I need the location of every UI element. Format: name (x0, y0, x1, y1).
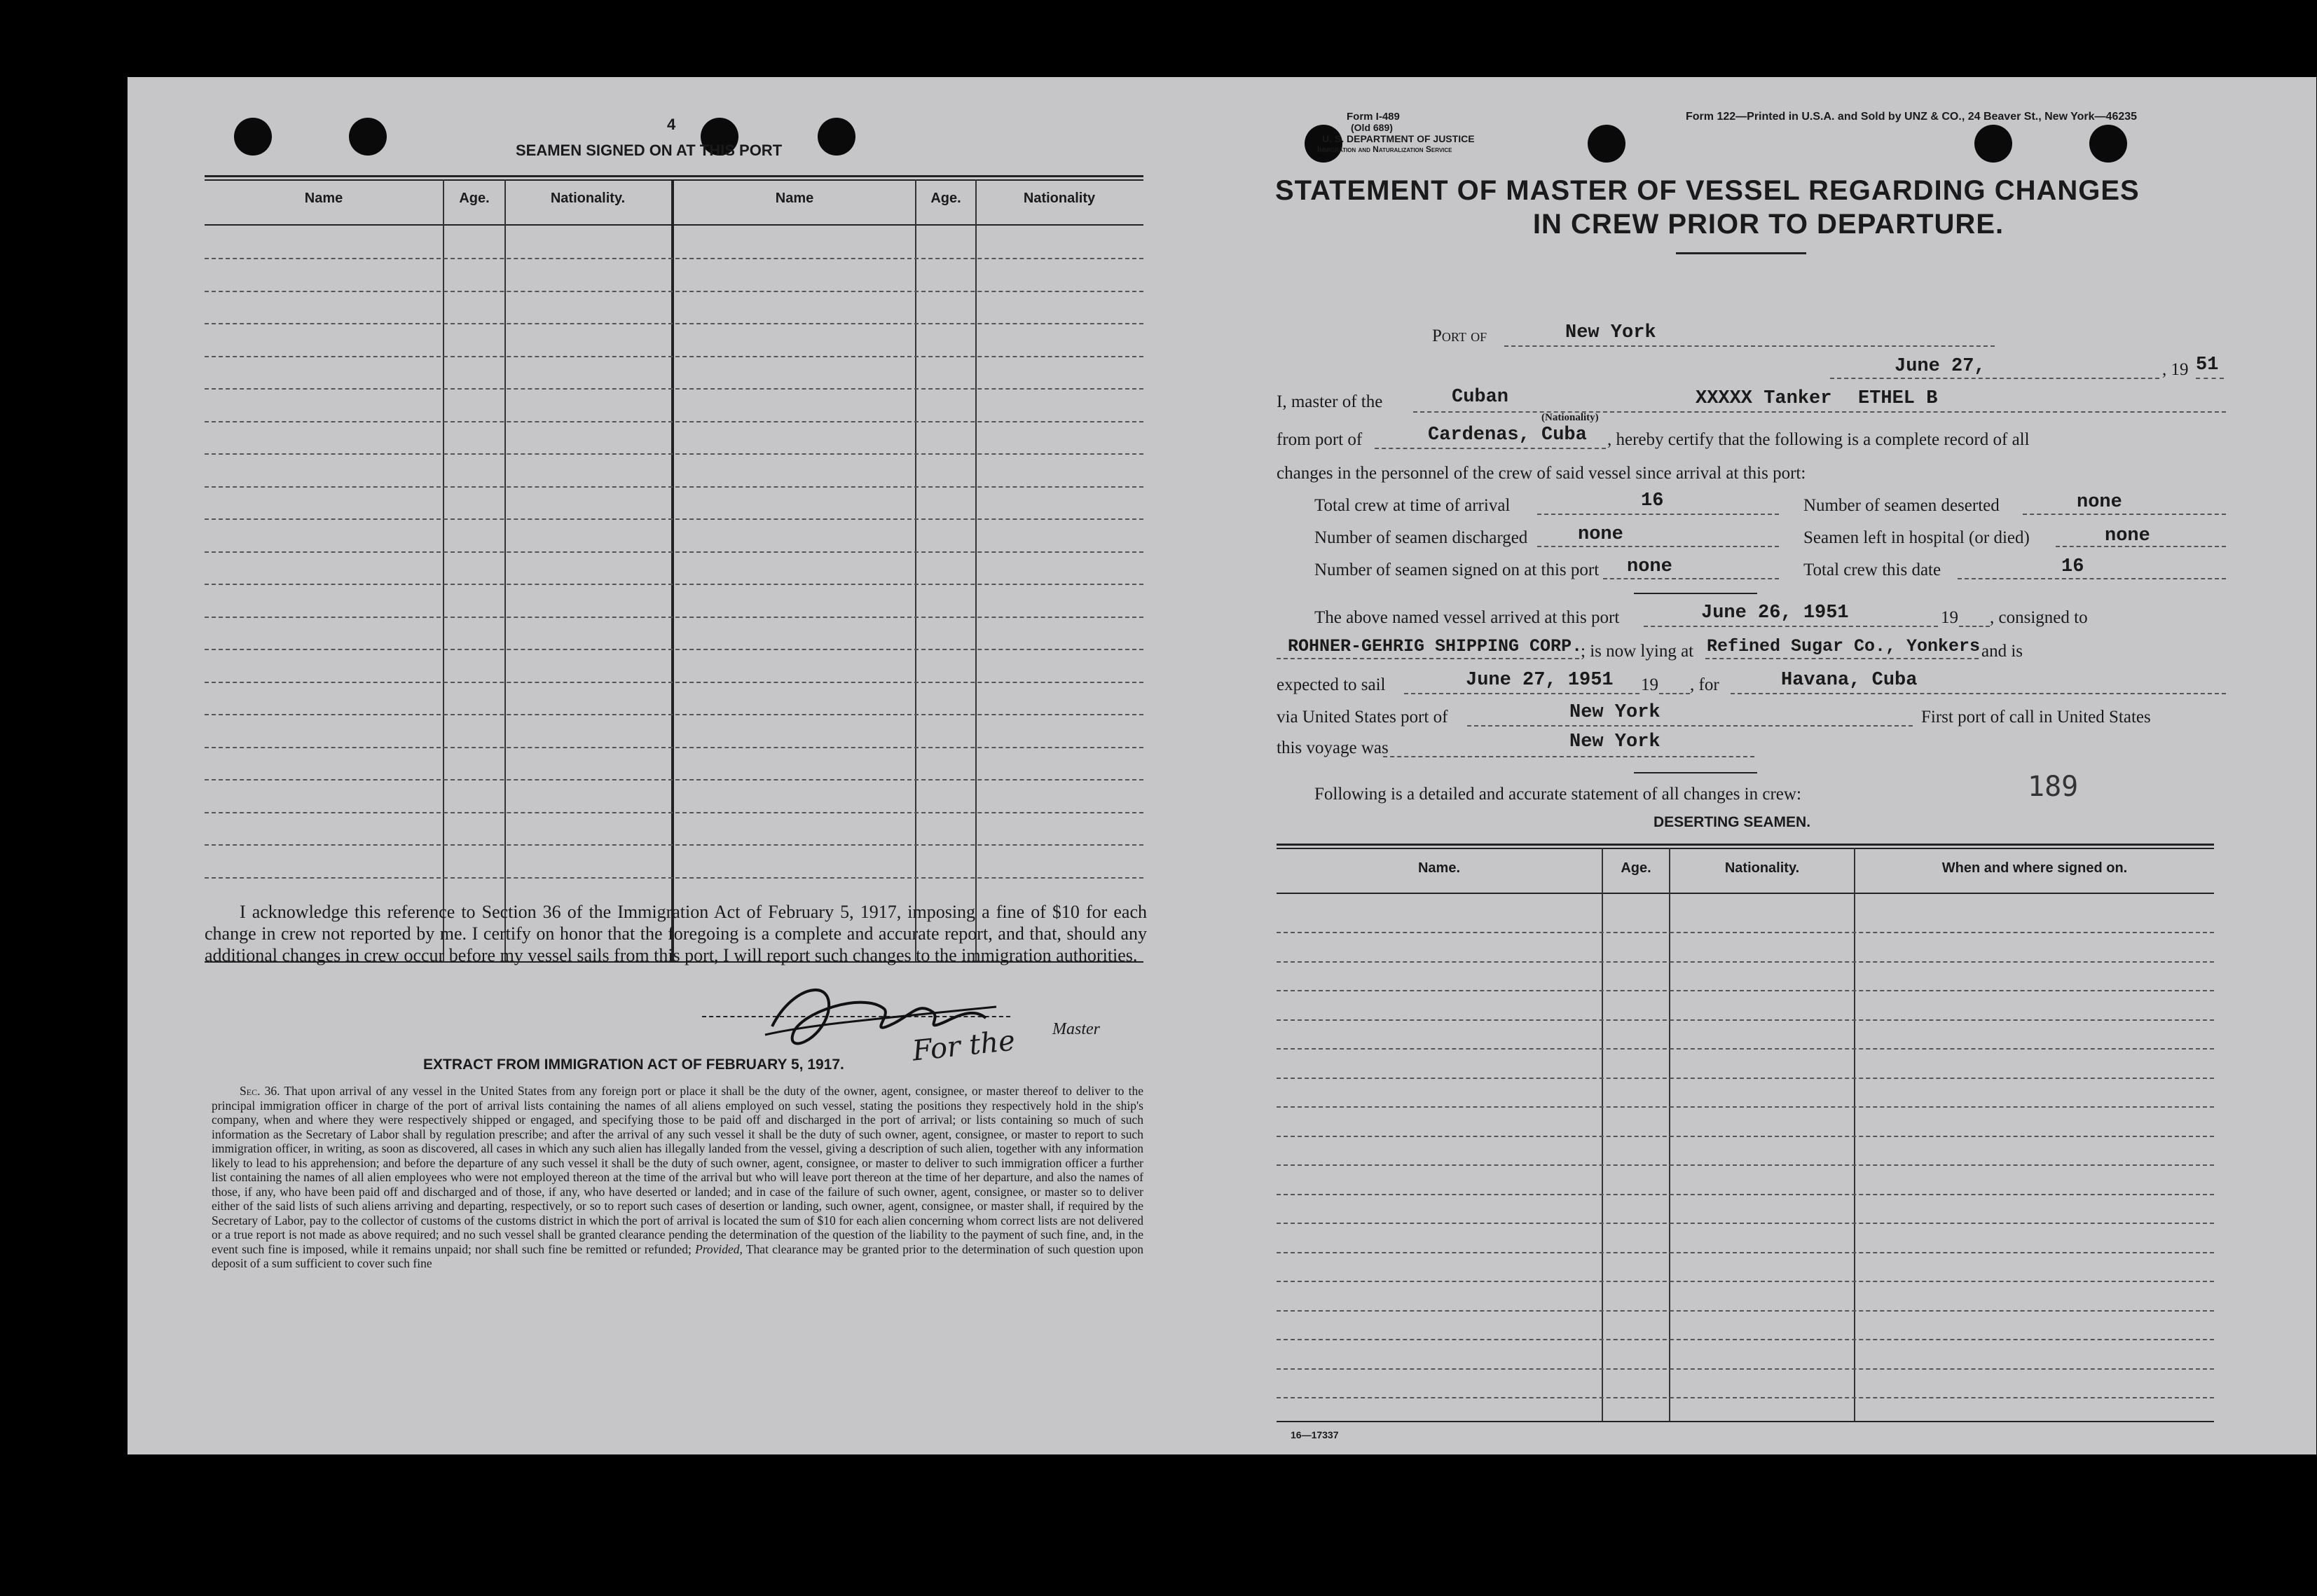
table-row (1277, 1339, 2214, 1340)
table-row (205, 617, 1143, 618)
consignee-value: ROHNER-GEHRIG SHIPPING CORP. (1288, 636, 1583, 656)
table-row (1277, 1368, 2214, 1370)
table-row (1277, 1106, 2214, 1108)
year-prefix: , 19 (2162, 360, 2189, 379)
table-row (205, 714, 1143, 715)
deserting-table-top (1277, 844, 2214, 846)
table-row (205, 649, 1143, 650)
column-divider (1602, 848, 1603, 1421)
col-header-nationality-2: Nationality (1023, 191, 1096, 206)
table-row (1277, 961, 2214, 963)
column-divider (1854, 848, 1855, 1421)
deserted-fill (2023, 513, 2226, 515)
deserting-table-bottom (1277, 1421, 2214, 1422)
hospital-label: Seamen left in hospital (or died) (1803, 528, 2030, 547)
discharged-fill (1537, 545, 1779, 547)
table-row (205, 584, 1143, 585)
total-crew-arrival-label: Total crew at time of arrival (1314, 496, 1511, 515)
expected-fill (1404, 692, 1639, 694)
arrived-year-label: 19 (1941, 608, 1958, 627)
from-port-value: Cardenas, Cuba (1428, 425, 1587, 446)
nationality-value: Cuban (1452, 387, 1509, 408)
total-crew-date-value: 16 (2061, 556, 2084, 577)
extract-section: Sec. 36. (240, 1084, 280, 1098)
this-voyage-label: this voyage was (1277, 738, 1389, 757)
signed-on-fill (1603, 577, 1779, 579)
deserting-col-age: Age. (1621, 860, 1651, 876)
document-sheet (128, 77, 2316, 1454)
master-label: Master (1052, 1020, 1100, 1038)
table-row (205, 421, 1143, 422)
year-suffix: 51 (2196, 355, 2219, 376)
punch-hole (349, 118, 387, 156)
table-row (205, 388, 1143, 390)
table-row (205, 356, 1143, 357)
table-row (1277, 1048, 2214, 1050)
table-row (1277, 1136, 2214, 1137)
col-header-age: Age. (459, 191, 490, 206)
table-row (205, 844, 1143, 846)
table-row (1277, 1281, 2214, 1282)
consigned-label: , consigned to (1990, 608, 2088, 627)
table-row (205, 453, 1143, 455)
right-page (1221, 77, 2316, 1454)
page-number: 4 (667, 116, 676, 133)
stats-rule (1634, 593, 1757, 594)
deserted-value: none (2077, 492, 2122, 513)
signed-on-value: none (1627, 556, 1672, 577)
total-crew-arrival-fill (1537, 513, 1779, 515)
year-prefix-text: 19 (2171, 360, 2189, 379)
first-port-label: First port of call in United States (1921, 708, 2151, 727)
table-top-rule (205, 175, 1143, 177)
total-crew-arrival-value: 16 (1641, 490, 1664, 511)
for-fill (1731, 692, 2226, 694)
title-underline (1676, 252, 1806, 254)
first-port-value: New York (1569, 731, 1661, 752)
acknowledgement-text: I acknowledge this reference to Section 36 of the Immigration Act of February 5, 1917, imposing a fine of $10 for each change in crew not reported by me. I certify on honor that the foregoing is a complete and accurate report, and that, should any additional changes in crew occur before my vessel sails from this port, I will report such changes to the immigration authorities. (205, 902, 1147, 965)
table-row (1277, 1310, 2214, 1312)
lying-label: ; is now lying at (1581, 642, 1694, 661)
department: U. S. DEPARTMENT OF JUSTICE (1322, 133, 1475, 144)
column-divider (1669, 848, 1670, 1421)
for-label: , for (1690, 675, 1719, 694)
lying-fill (1705, 657, 1979, 659)
punch-hole (818, 118, 855, 156)
deserting-table-top (1277, 848, 2214, 849)
deserted-label: Number of seamen deserted (1803, 496, 2000, 515)
date-fill (1830, 377, 2159, 379)
vessel-type-value: XXXXX Tanker (1696, 388, 1832, 409)
deserting-col-name: Name. (1417, 860, 1461, 876)
and-is-label: and is (1981, 642, 2023, 661)
table-row (1277, 1223, 2214, 1224)
nationality-caption: (Nationality) (1541, 412, 1599, 423)
for-value: Havana, Cuba (1781, 670, 1918, 691)
master-of-the-label: I, master of the (1277, 392, 1383, 411)
punch-hole (1588, 125, 1625, 163)
stamp-number: 189 (2028, 771, 2079, 803)
table-row (205, 486, 1143, 488)
footer-code: 16—17337 (1291, 1429, 1339, 1440)
table-row (1277, 1078, 2214, 1079)
arrived-label: The above named vessel arrived at this port (1314, 608, 1620, 627)
via-value: New York (1569, 702, 1661, 723)
table-row (205, 877, 1143, 879)
expected-value: June 27, 1951 (1466, 670, 1614, 691)
year-fill (2196, 377, 2224, 379)
deserting-header-rule (1277, 893, 2214, 894)
voyage-rule (1634, 772, 1757, 773)
table-row (1277, 1397, 2214, 1398)
table-row (1277, 1194, 2214, 1195)
form-id: Form I-489 (1347, 111, 1400, 123)
port-of-fill (1504, 345, 1995, 347)
table-row (205, 812, 1143, 813)
form-title-line-2: IN CREW PRIOR TO DEPARTURE. (1532, 209, 2005, 240)
arrived-value: June 26, 1951 (1701, 603, 1849, 624)
port-of-label: Port of (1432, 326, 1487, 345)
arrived-year-fill (1959, 625, 1990, 627)
discharged-value: none (1578, 524, 1623, 545)
arrived-fill (1644, 625, 1938, 627)
col-header-nationality: Nationality. (550, 191, 626, 206)
table-row (1277, 932, 2214, 933)
deserting-col-nationality: Nationality. (1724, 860, 1800, 876)
punch-hole (2089, 125, 2127, 163)
this-voyage-fill (1383, 755, 1754, 757)
vessel-name-value: ETHEL B (1858, 388, 1938, 409)
date-value: June 27, (1895, 356, 1986, 377)
table-row (205, 323, 1143, 324)
col-header-age-2: Age. (930, 191, 961, 206)
table-row (205, 518, 1143, 520)
lying-value: Refined Sugar Co., Yonkers (1707, 636, 1981, 656)
expected-year-label: 19 (1641, 675, 1658, 694)
table-top-rule (205, 179, 1143, 181)
deserting-seamen-header: DESERTING SEAMEN. (1653, 814, 1811, 830)
col-header-name: Name (304, 191, 343, 206)
service-name: Immigration and Naturalization Service (1317, 144, 1452, 154)
extract-tail: That clearance may be granted prior to the determination of such question upon deposit of a sum sufficient to cover such fine (212, 1241, 1144, 1270)
form-title-line-1: STATEMENT OF MASTER OF VESSEL REGARDING CHANGES (1275, 175, 2140, 206)
table-row (205, 291, 1143, 292)
port-of-value: New York (1565, 322, 1656, 343)
extract-text (212, 1084, 1143, 1271)
seamen-signed-header: SEAMEN SIGNED ON AT THIS PORT (516, 142, 783, 159)
extract-provided: Provided, (695, 1241, 743, 1256)
expected-year-fill (1659, 692, 1690, 694)
certify-text: , hereby certify that the following is a complete record of all (1607, 430, 2030, 449)
table-row (205, 258, 1143, 259)
via-label: via United States port of (1277, 708, 1448, 727)
punch-hole (1974, 125, 2012, 163)
expected-label: expected to sail (1277, 675, 1386, 694)
punch-hole (234, 118, 272, 156)
left-page (128, 77, 1206, 1454)
total-crew-date-fill (1958, 577, 2226, 579)
signature-for-the: For the (910, 1024, 1017, 1068)
master-of-the-fill (1413, 411, 2226, 413)
table-row (1277, 1164, 2214, 1166)
form-old: (Old 689) (1351, 122, 1393, 133)
table-row (205, 747, 1143, 748)
discharged-label: Number of seamen discharged (1314, 528, 1528, 547)
table-row (205, 779, 1143, 780)
signed-on-label: Number of seamen signed on at this port (1314, 560, 1600, 579)
consignee-fill (1277, 657, 1579, 659)
from-port-fill (1375, 447, 1606, 449)
from-port-label: from port of (1277, 430, 1363, 449)
table-row (205, 682, 1143, 683)
table-row (205, 551, 1143, 553)
following-text: Following is a detailed and accurate statement of all changes in crew: (1314, 785, 1801, 804)
table-row (1277, 1252, 2214, 1253)
total-crew-date-label: Total crew this date (1803, 560, 1941, 579)
changes-text: changes in the personnel of the crew of said vessel since arrival at this port: (1277, 464, 1806, 483)
printer-note: Form 122—Printed in U.S.A. and Sold by UNZ & CO., 24 Beaver St., New York—46235 (1686, 111, 2138, 123)
col-header-name-2: Name (775, 191, 814, 206)
via-fill (1467, 724, 1913, 727)
deserting-col-when-where: When and where signed on. (1941, 860, 2128, 876)
extract-title: EXTRACT FROM IMMIGRATION ACT OF FEBRUARY 5, 1917. (423, 1057, 844, 1073)
header-rule (205, 224, 1143, 226)
table-row (1277, 990, 2214, 991)
extract-body: That upon arrival of any vessel in the United States from any foreign port or place it shall be the duty of the owner, agent, consignee, or master thereof to deliver to the principal immigration officer in charge of the port of arrival lists containing the names of all aliens employed on such vessel, stating the positions they respectively hold in the ship's company, when and where they were respectively shipped or engaged, and specifying those to be paid off and discharged in the port of arrival; or lists containing so much of such information as the Secretary of Labor shall by regulation prescribe; and after the arrival of any such vessel it shall be the duty of such owner, agent, consignee, or master to report to such immigration officer, in writing, as soon as discovered, all cases in which any such alien has illegally landed from the vessel, giving a description of such alien, together with any information likely to lead to his apprehension; and before the departure of any such vessel it shall be the duty of such owner, agent, consignee, or master to deliver to such immigration officer a further list containing the names of all alien employees who were not employed thereon at the time of the arrival but who will leave port thereon at the time of her departure, and also the names of those, if any, who have been paid off and discharged and of those, if any, who have deserted or landed; and in case of the failure of such owner, agent, consignee, or master so to deliver either of the said lists of such aliens arriving and departing, respectively, or so to report such cases of desertion or landing, such owner, agent, consignee, or master shall, if required by the Secretary of Labor, pay to the collector of customs of the customs district in which the port of arrival is located the sum of $10 for each alien concerning whom correct lists are not delivered or a true report is not made as above required; and no such vessel shall be granted clearance pending the determination of the question of the liability to the payment of such fine, and, in the event such fine is imposed, while it remains unpaid; nor shall such fine be remitted or refunded; (212, 1084, 1143, 1256)
table-row (1277, 1019, 2214, 1021)
hospital-value: none (2105, 525, 2150, 546)
